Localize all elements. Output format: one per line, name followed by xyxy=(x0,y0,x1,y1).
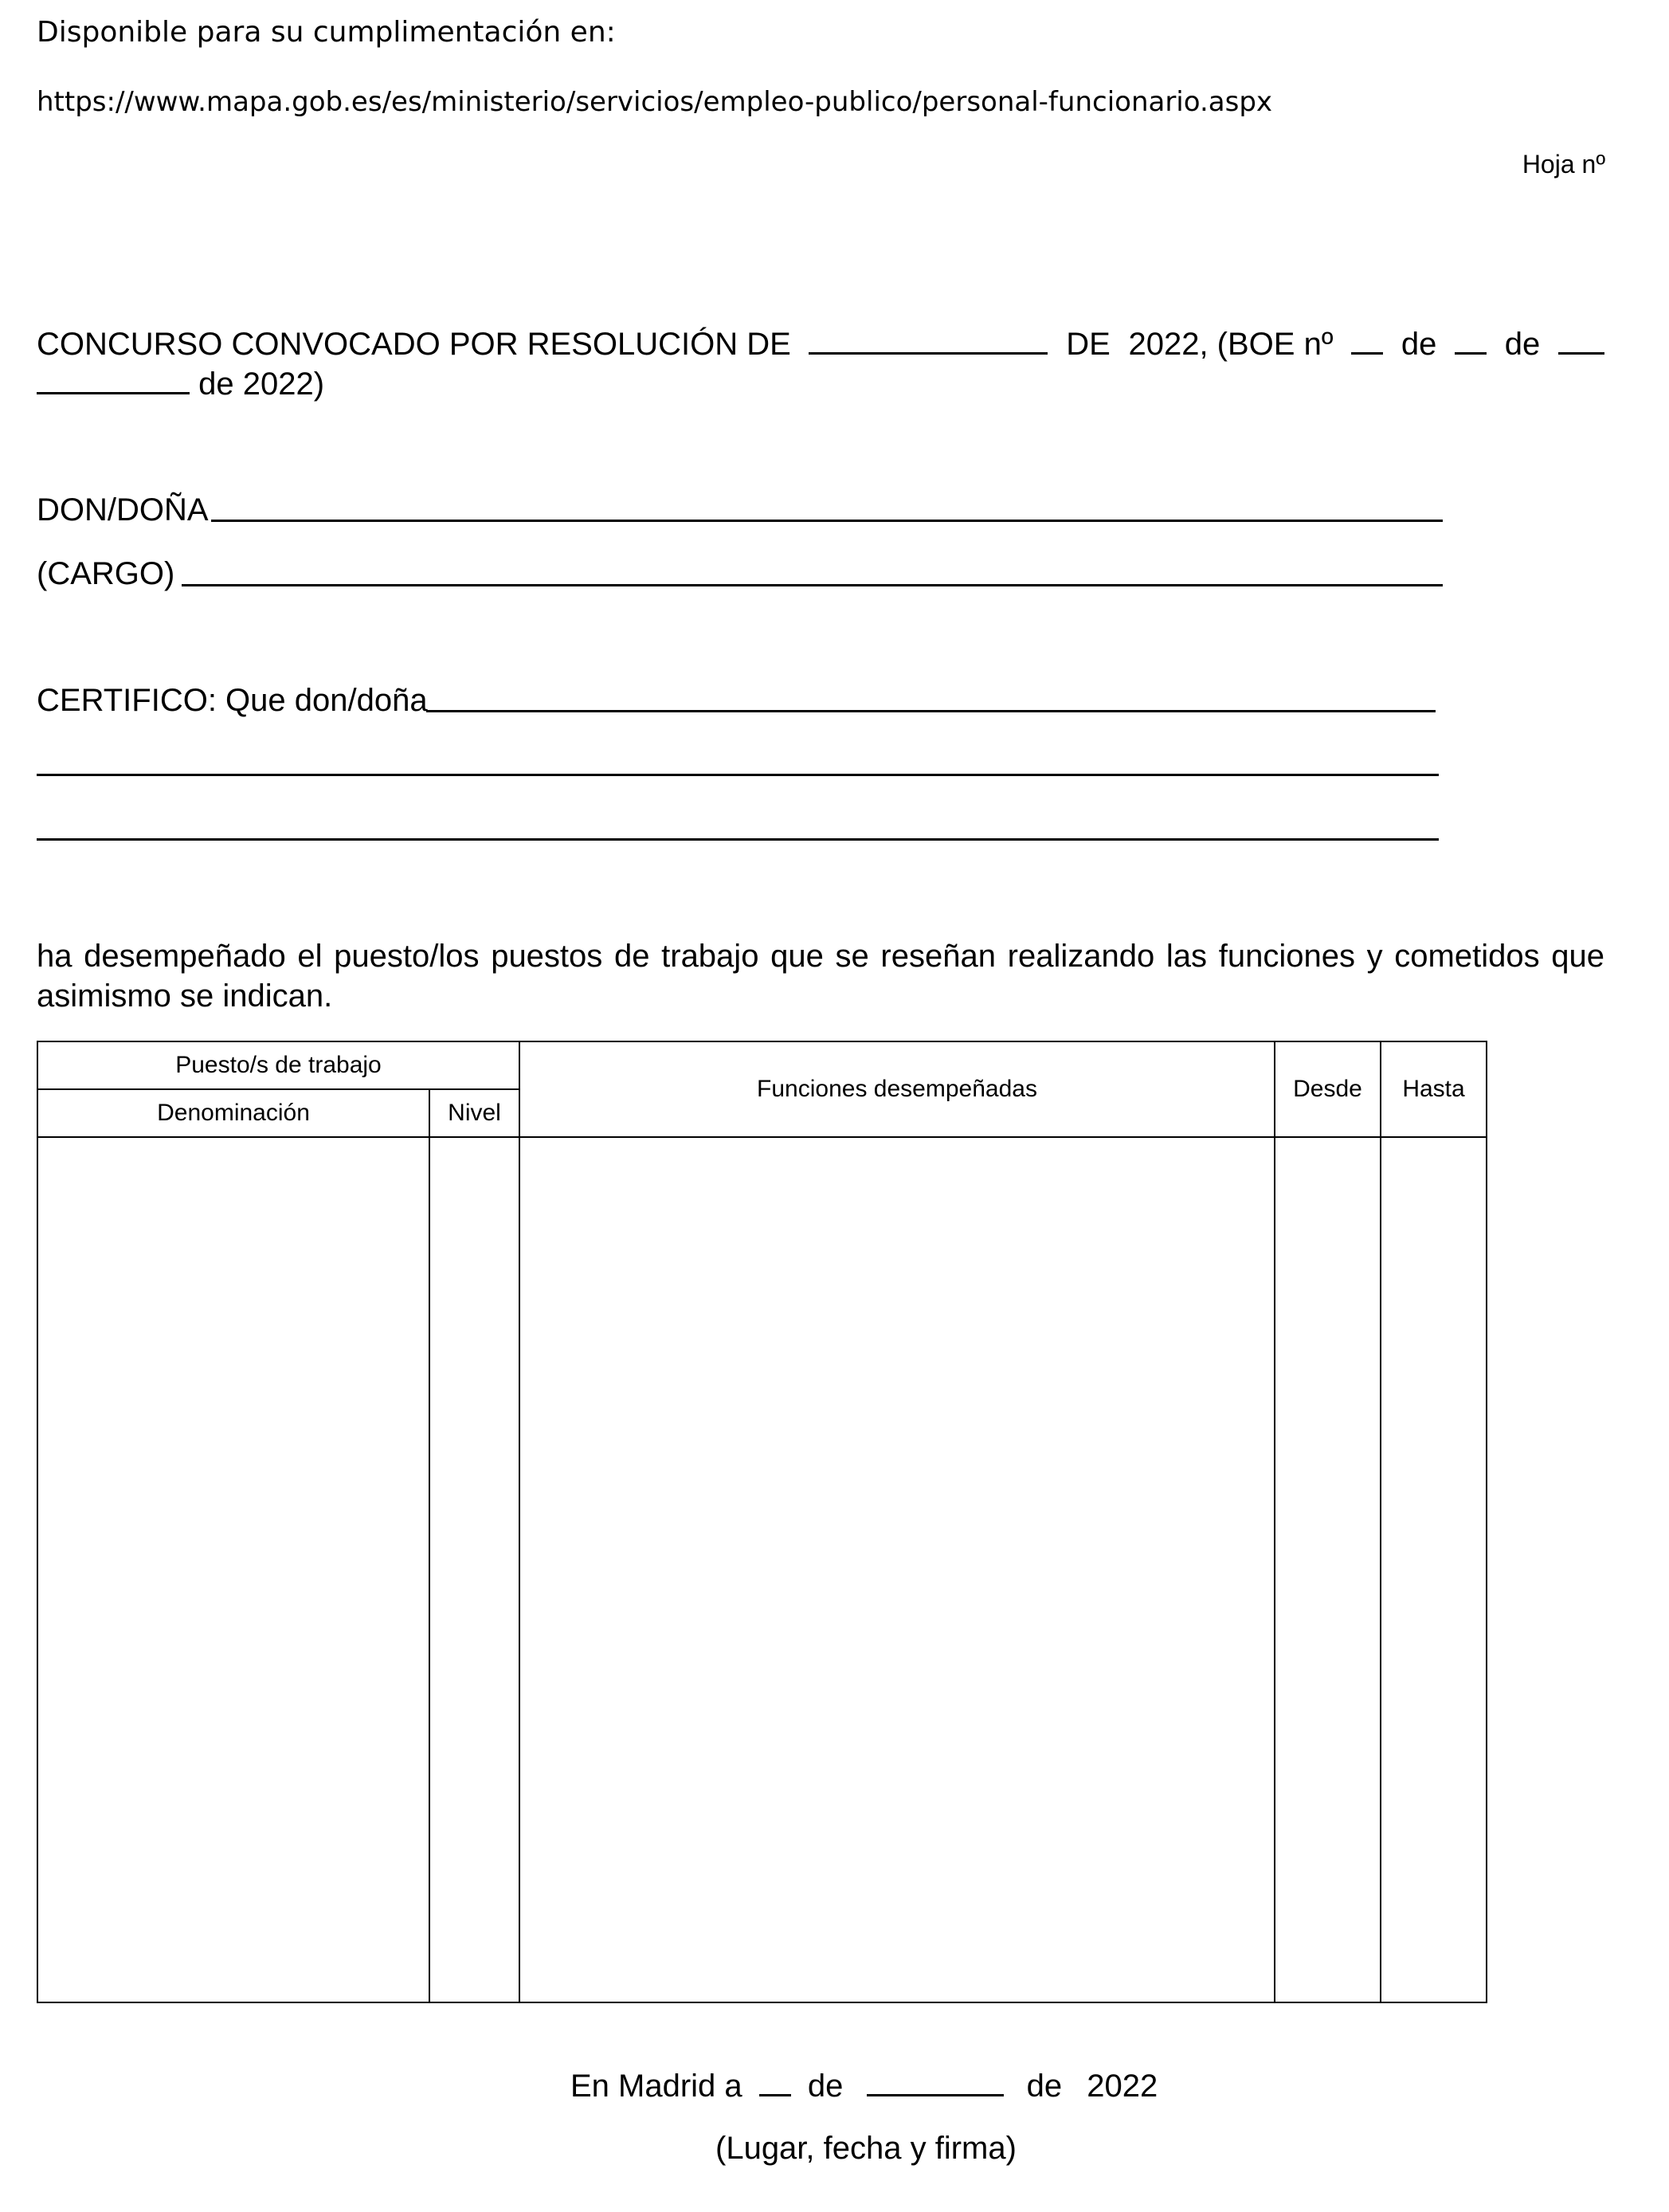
cargo-label: (CARGO) xyxy=(37,556,175,591)
desde-cell[interactable] xyxy=(1275,1137,1381,2002)
nivel-cell[interactable] xyxy=(429,1137,519,2002)
nivel-header: Nivel xyxy=(429,1089,519,1137)
don-dona-field[interactable] xyxy=(211,520,1443,522)
madrid-label: En Madrid a xyxy=(570,2069,742,2104)
don-dona-label: DON/DOÑA xyxy=(37,492,209,528)
funciones-cell[interactable] xyxy=(519,1137,1275,2002)
concurso-de-label-3: de xyxy=(1504,327,1541,362)
boe-day-blank[interactable] xyxy=(1455,325,1487,355)
form-url[interactable]: https://www.mapa.gob.es/es/ministerio/servicios/empleo-publico/personal-funcionario.aspx xyxy=(37,86,1273,118)
day-blank[interactable] xyxy=(759,2067,791,2096)
denominacion-cell[interactable] xyxy=(37,1137,429,2002)
de-label-2: de xyxy=(1026,2069,1063,2104)
concurso-de-label-2: de xyxy=(1401,327,1437,362)
concurso-boe-label: 2022, (BOE nº xyxy=(1128,327,1334,362)
certifico-field-line-2[interactable] xyxy=(37,774,1439,776)
year-label: 2022 xyxy=(1087,2069,1158,2104)
concurso-year-label: de 2022) xyxy=(198,367,325,402)
certifico-field[interactable] xyxy=(426,710,1436,712)
concurso-line-2 xyxy=(37,365,324,402)
boe-month-blank[interactable] xyxy=(1558,325,1604,355)
hasta-cell[interactable] xyxy=(1381,1137,1487,2002)
sheet-number-label: Hoja nº xyxy=(1522,150,1605,178)
concurso-resolution-label: CONCURSO CONVOCADO POR RESOLUCIÓN DE xyxy=(37,327,791,362)
de-label-1: de xyxy=(807,2069,844,2104)
denominacion-header: Denominación xyxy=(37,1089,429,1137)
boe-number-blank[interactable] xyxy=(1351,325,1383,355)
body-paragraph: ha desempeñado el puesto/los puestos de trabajo que se reseñan realizando las funciones y cometidos que asimismo se indican. xyxy=(37,939,1604,1014)
month-blank[interactable] xyxy=(867,2067,1004,2096)
resolution-date-blank[interactable] xyxy=(809,325,1048,355)
concurso-line xyxy=(37,325,1604,363)
availability-text: Disponible para su cumplimentación en: xyxy=(37,16,616,49)
certifico-field-line-3[interactable] xyxy=(37,838,1439,841)
concurso-de-label: DE xyxy=(1066,327,1111,362)
positions-group-header: Puesto/s de trabajo xyxy=(37,1041,519,1089)
signature-caption: (Lugar, fecha y firma) xyxy=(715,2131,1017,2166)
desde-header: Desde xyxy=(1275,1041,1381,1137)
cargo-field[interactable] xyxy=(182,584,1443,586)
funciones-header: Funciones desempeñadas xyxy=(519,1041,1275,1137)
boe-month-blank-cont[interactable] xyxy=(37,365,190,394)
positions-table xyxy=(37,1041,1487,2003)
hasta-header: Hasta xyxy=(1381,1041,1487,1137)
place-date-line xyxy=(570,2067,1158,2104)
certifico-label: CERTIFICO: Que don/doña xyxy=(37,683,428,718)
